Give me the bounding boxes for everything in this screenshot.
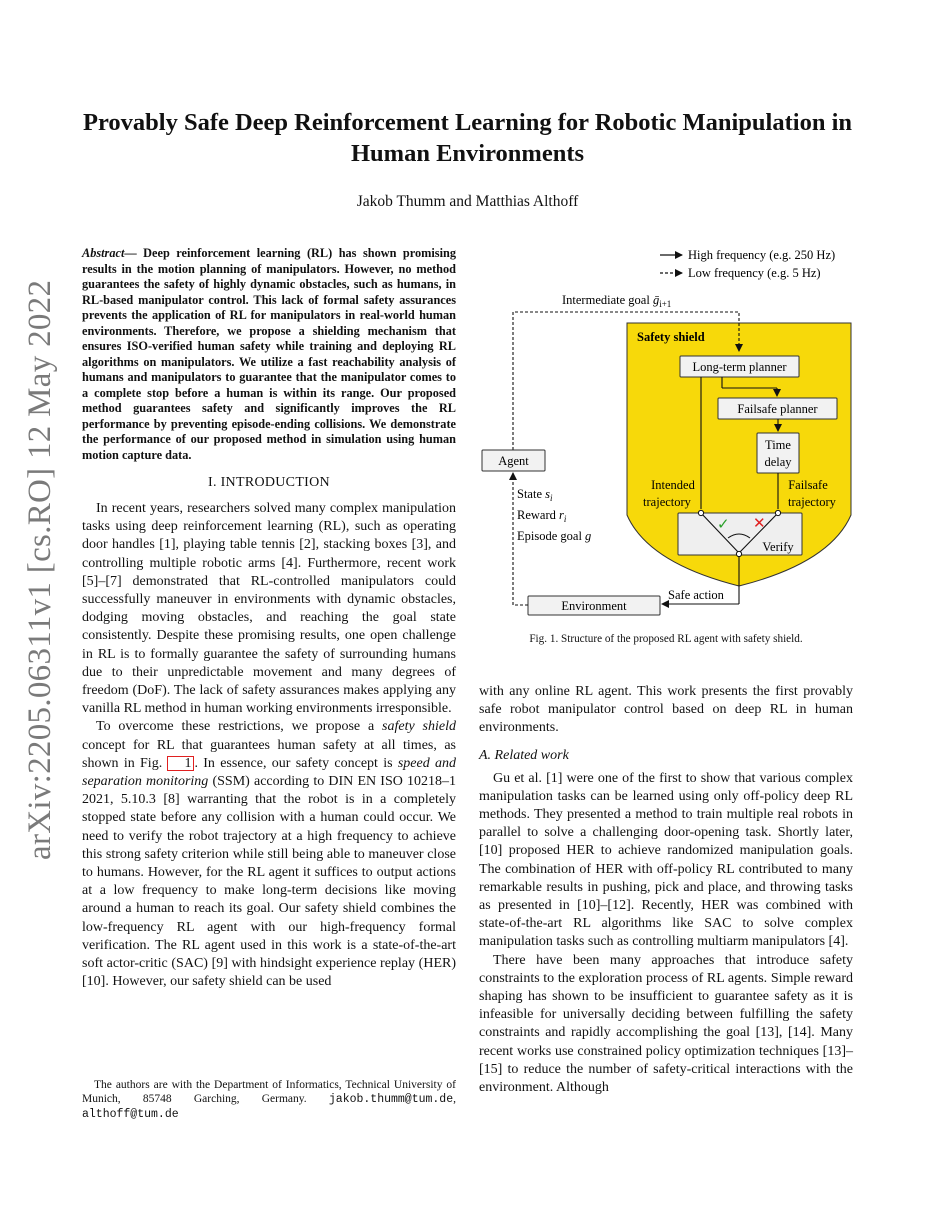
safe-action-label: Safe action <box>668 588 724 602</box>
legend-high-frequency: High frequency (e.g. 250 Hz) <box>688 248 836 262</box>
intermediate-goal-label: Intermediate goal ḡ$_{i+1}$ <box>562 293 672 309</box>
emphasis-ssm: speed and separation monitoring <box>82 755 457 790</box>
email-link-thumm[interactable]: jakob.thumm@tum.de <box>328 1093 454 1106</box>
related-work-paragraph-1: Gu et al. [1] were one of the first to show that various complex manipulation tasks can be learned using only off-policy deep RL methods. They presented a method to train multiple real robots in parallel to solve a challenging door-opening task. Shortly later, [10] proposed HER to achieve randomized manipulation goals. The combination of HER with off-policy RL contributed to many remarkable results in pushing, pick and place, and throwing tasks as presented in [10]–[12]. Recently, HER was combined with state-of-the-art RL algorithms like SAC to solve complex manipulation tasks such as controlling multiarm manipulators [4]. <box>479 770 853 950</box>
figure-safety-shield-diagram <box>470 243 865 623</box>
episode-goal-label: Episode goal g <box>517 529 592 543</box>
text-run: (SSM) according to DIN EN ISO 10218–1 2021, 5.10.3 [8] warranting that the robot is in a completely stopped state before any collision with a human could occur. We need to verify the robot trajectory at a high frequency to achieve this strong safety criterion while still being able to maneuver close to humans. However, for the RL agent it suffices to output actions at a low frequency to make long-term decisions like moving around a human to reach its goal. Our safety shield combines the low-frequency RL agent with our high-frequency formal verification. The RL agent used in this work is a state-of-the-art soft actor-critic (SAC) [9] with hindsight experience replay (HER) [10]. However, our safety shield can be used <box>82 774 457 990</box>
footnote-separator: , <box>453 1093 456 1105</box>
failsafe-trajectory-label-2: trajectory <box>788 495 836 509</box>
switch-node-right <box>775 510 780 515</box>
abstract <box>82 246 456 463</box>
failsafe-planner-label: Failsafe planner <box>737 402 818 416</box>
text-run: . In essence, our safety concept is <box>194 755 398 771</box>
intro-paragraph-1: In recent years, researchers solved many complex manipulation tasks using deep reinforcement learning (RL), such as operating door handles [1], playing table tennis [2], stacking boxes [3], and controlling multiple robotic arms [4]. Furthermore, recent work [5]–[7] demonstrated that RL-controlled manipulators could successfully maneuver in environments with dynamic obstacles, dodging moving obstacles, and reaching the goal state consistently. Despite these promising results, one open challenge in RL is to formally guarantee the safety of surrounding humans due to their unpredictable movement and many degrees of freedom (DoF). The lack of safety assurances makes applying any vanilla RL method in human working environments irresponsible. <box>82 501 456 717</box>
legend-low-frequency: Low frequency (e.g. 5 Hz) <box>688 266 821 280</box>
email-link-althoff[interactable]: althoff@tum.de <box>82 1108 179 1121</box>
left-column <box>82 246 456 991</box>
cross-icon: ✕ <box>753 516 766 532</box>
switch-node-left <box>698 510 703 515</box>
state-label: State $s_i$ <box>517 487 553 503</box>
text-run: concept for RL that guarantees human safety at all times, as shown in Fig. <box>82 737 456 771</box>
long-term-planner-label: Long-term planner <box>692 360 787 374</box>
abstract-lead: Abstract <box>82 246 125 260</box>
paper-title: Provably Safe Deep Reinforcement Learning for Robotic Manipulation in Human Environments <box>83 109 852 167</box>
authors: Jakob Thumm and Matthias Althoff <box>356 193 579 210</box>
section-heading-introduction: I. INTRODUCTION <box>208 475 330 490</box>
right-column <box>479 683 853 1097</box>
safety-shield-label: Safety shield <box>637 330 705 344</box>
verify-label: Verify <box>762 540 794 554</box>
environment-label: Environment <box>561 599 627 613</box>
text-run: To overcome these restrictions, we propose a <box>96 719 383 735</box>
intended-trajectory-label-1: Intended <box>651 478 695 492</box>
intro-paragraph-2 <box>82 718 456 991</box>
emphasis-safety-shield: safety shield <box>382 719 456 735</box>
agent-label: Agent <box>498 454 529 468</box>
figure-caption: Fig. 1. Structure of the proposed RL agent with safety shield. <box>529 633 803 645</box>
switch-node-bottom <box>736 551 741 556</box>
failsafe-trajectory-label-1: Failsafe <box>788 478 828 492</box>
abstract-text: — Deep reinforcement learning (RL) has shown promising results in the motion planning of manipulators. However, no method guarantees the safety of highly dynamic obstacles, such as humans, in RL-based manipulator control. This lack of formal safety assurances prevents the application of RL for manipulators in real-world human environments. Therefore, we propose a shielding mechanism that ensures ISO-verified human safety while training and deploying RL algorithms on manipulators. We utilize a fast reachability analysis of humans and manipulators to guarantee that the manipulator comes to a complete stop before a human is within its range. Our proposed method guarantees safety and significantly improves the RL performance by preventing episode-ending collisions. We demonstrate the performance of our proposed method in simulation using human motion capture data. <box>82 246 456 462</box>
intended-trajectory-label-2: trajectory <box>643 495 691 509</box>
intro-paragraph-continued: with any online RL agent. This work presents the first provably safe robot manipulator control based on deep RL in human environments. <box>479 684 853 736</box>
time-delay-label-2: delay <box>764 455 792 469</box>
reward-label: Reward $r_i$ <box>517 508 567 524</box>
figure-reference-link[interactable]: 1 <box>167 756 194 771</box>
check-icon: ✓ <box>717 517 730 533</box>
time-delay-label-1: Time <box>765 438 791 452</box>
related-work-paragraph-2: There have been many approaches that introduce safety constraints to the exploration process of RL agents. Simple reward shaping has shown to be insufficient to guarantee safety as it is infeasible for universally deciding between fulfilling the safety constraints and rapidly accomplishing the goal [13], [14]. Many recent works use constrained policy optimization techniques [13]–[15] to reduce the number of safety-critical interactions with the environment. Although <box>479 952 853 1096</box>
subsection-heading-related-work: A. Related work <box>479 747 569 763</box>
arxiv-stamp: arXiv:2205.06311v1 [cs.RO] 12 May 2022 <box>22 279 58 860</box>
footnote-text: The authors are with the Department of Informatics, Technical University of Munich, 85748 Garching, Germany. <box>82 1079 456 1105</box>
footnote <box>82 1078 456 1122</box>
